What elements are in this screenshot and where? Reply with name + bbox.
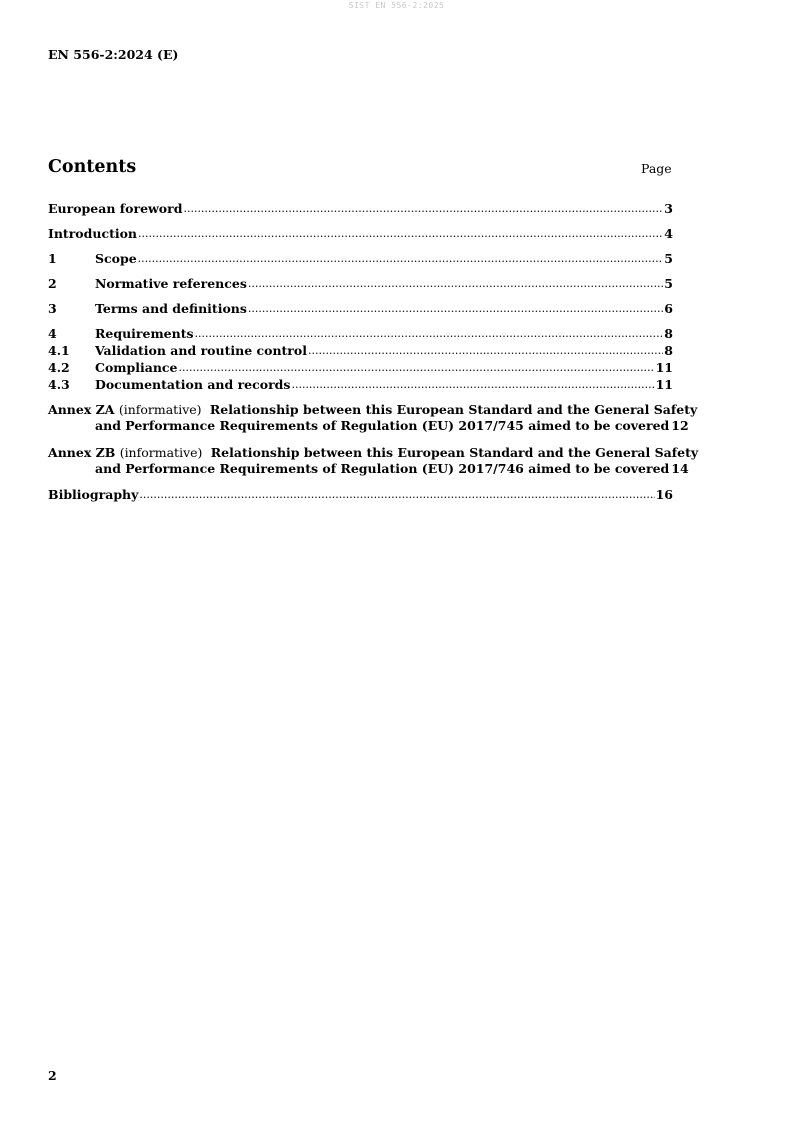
annex-page: 12 (671, 417, 689, 433)
toc-leader (138, 251, 664, 267)
toc-leader (138, 226, 663, 242)
annex-informative: (informative) (119, 445, 203, 460)
annex-informative: (informative) (118, 402, 202, 417)
toc-entry-title: Compliance (95, 360, 178, 375)
toc-entry-bibliography[interactable] (48, 487, 673, 503)
toc-entry-title: Introduction (48, 226, 138, 241)
toc-entry-validation-and-routine-control[interactable] (48, 343, 673, 359)
toc-entry-number: 4.1 (48, 343, 70, 358)
toc-leader (291, 377, 654, 393)
toc-leader (139, 487, 654, 503)
toc-entry-title: Scope (95, 251, 137, 266)
toc-entry-title: Requirements (95, 326, 194, 341)
toc-entry-scope[interactable] (48, 251, 673, 267)
watermark: SIST EN 556-2:2025 (348, 1, 445, 10)
annex-line-2 (48, 417, 689, 435)
toc-leader (308, 343, 663, 359)
annex-title-line-2: and Performance Requirements of Regulation (EU) 2017/745 aimed to be covered (95, 417, 670, 433)
toc-entry-page: 5 (664, 251, 673, 266)
toc-entry-title: Documentation and records (95, 377, 291, 392)
toc-entry-number: 3 (48, 301, 57, 316)
toc-entry-number: 4.3 (48, 377, 70, 392)
page-column-label: Page (641, 161, 672, 176)
toc-entry-documentation-and-records[interactable] (48, 377, 673, 393)
toc-entry-title: Validation and routine control (95, 343, 307, 358)
toc-entry-european-foreword[interactable] (48, 201, 673, 217)
toc-leader (183, 201, 663, 217)
toc-entry-page: 4 (664, 226, 673, 241)
annex-title-line-1: Relationship between this European Standard and the General Safety (210, 445, 699, 460)
contents-heading: Contents (48, 157, 137, 177)
toc-entry-annex-za[interactable] (48, 402, 698, 434)
toc-entry-number: 4 (48, 326, 57, 341)
toc-leader (248, 301, 663, 317)
toc-leader (195, 326, 664, 342)
toc-entry-page: 8 (664, 326, 673, 341)
annex-title-line-1: Relationship between this European Standard and the General Safety (209, 402, 698, 417)
toc-entry-title: Terms and definitions (95, 301, 247, 316)
annex-line-2 (48, 460, 689, 478)
toc-entry-title: Normative references (95, 276, 247, 291)
toc-entry-number: 4.2 (48, 360, 70, 375)
toc-entry-title: Bibliography (48, 487, 139, 502)
toc-entry-requirements[interactable] (48, 326, 673, 342)
toc-leader (248, 276, 663, 292)
toc-entry-number: 2 (48, 276, 57, 291)
toc-entry-normative-references[interactable] (48, 276, 673, 292)
toc-entry-compliance[interactable] (48, 360, 673, 376)
toc-entry-number: 1 (48, 251, 57, 266)
annex-label: Annex ZB (48, 445, 116, 460)
toc-entry-page: 6 (664, 301, 673, 316)
toc-entry-title: European foreword (48, 201, 183, 216)
annex-line-1 (48, 445, 699, 461)
annex-line-1 (48, 402, 698, 418)
toc-entry-terms-and-definitions[interactable] (48, 301, 673, 317)
toc-leader (179, 360, 655, 376)
annex-title-line-2: and Performance Requirements of Regulation (EU) 2017/746 aimed to be covered (95, 460, 670, 476)
toc-entry-page: 3 (664, 201, 673, 216)
document-id: EN 556-2:2024 (E) (48, 47, 179, 62)
toc-entry-page: 11 (655, 377, 673, 392)
toc-entry-page: 8 (664, 343, 673, 358)
toc-entry-page: 16 (655, 487, 673, 502)
annex-page: 14 (671, 460, 689, 476)
annex-label: Annex ZA (48, 402, 115, 417)
toc-entry-page: 5 (664, 276, 673, 291)
toc-entry-annex-zb[interactable] (48, 445, 699, 477)
page-number: 2 (48, 1068, 57, 1083)
toc-entry-page: 11 (655, 360, 673, 375)
toc-entry-introduction[interactable] (48, 226, 673, 242)
